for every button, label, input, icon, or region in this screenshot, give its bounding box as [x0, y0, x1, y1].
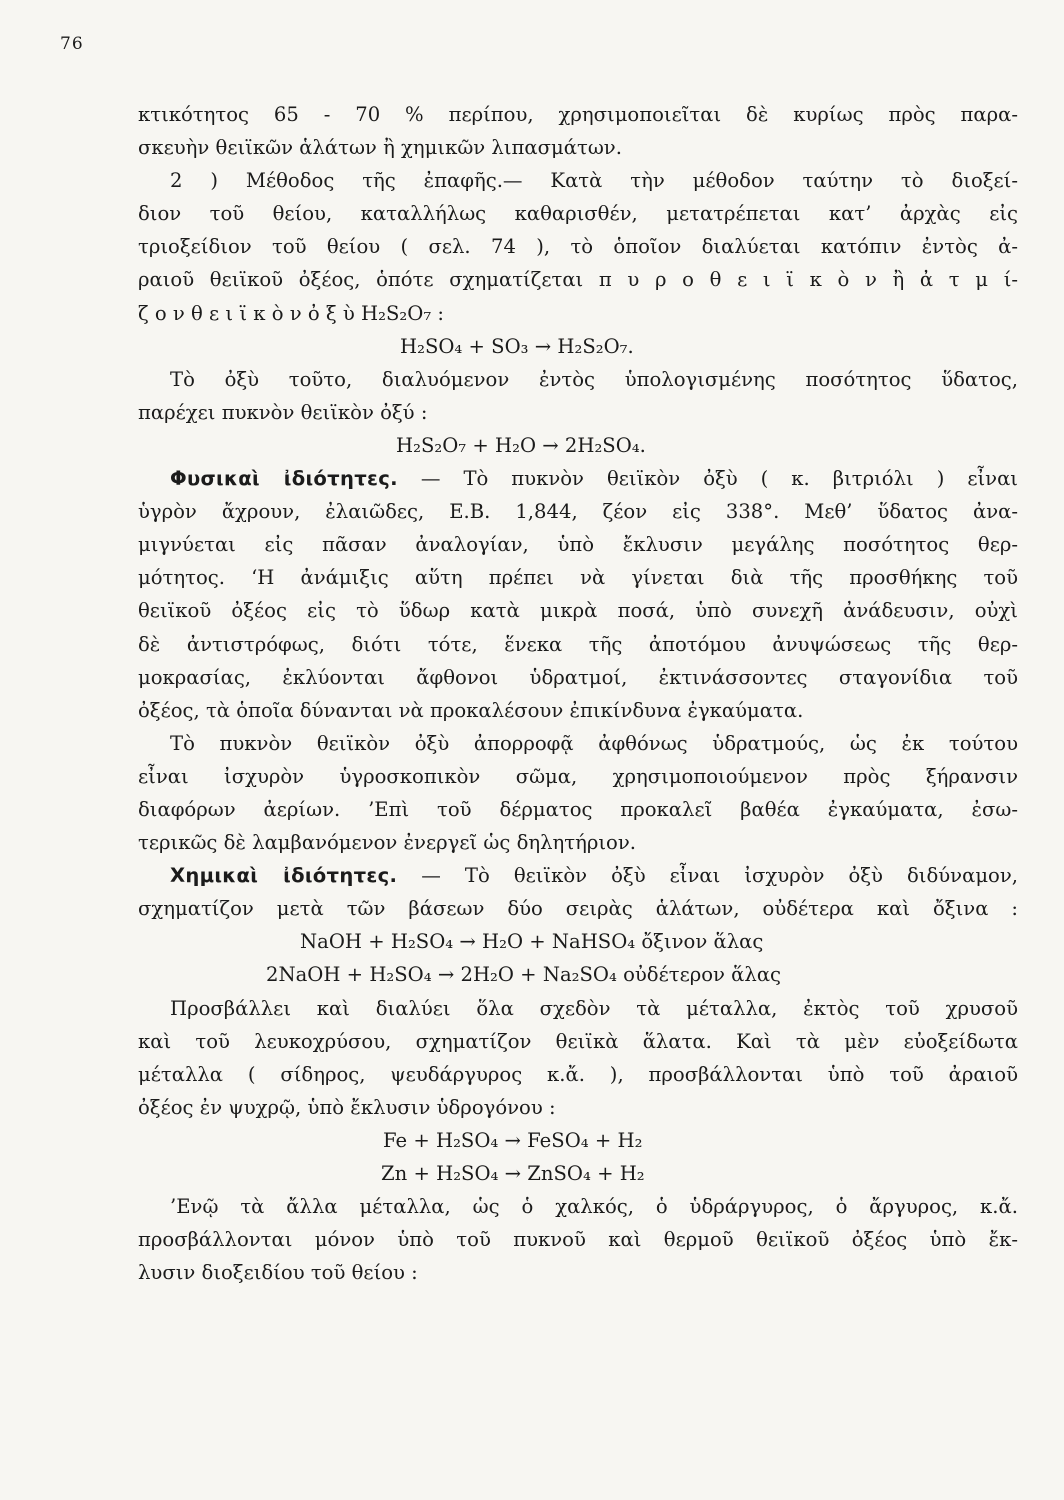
equation-line [138, 330, 1018, 363]
text-line [138, 826, 1018, 859]
text-line [138, 992, 1018, 1025]
line-text: H₂S₂O₇ + H₂O → 2H₂SO₄. [396, 433, 646, 457]
line-text: μιγνύεται εἰς πᾶσαν ἀναλογίαν, ὑπὸ ἔκλυσιν μεγάλης ποσότητος θερ- [138, 533, 1018, 557]
equation-line [138, 1157, 1018, 1190]
text-line [138, 1058, 1018, 1091]
text-line [138, 363, 1018, 396]
text-line [138, 98, 1018, 131]
line-text: παρέχει πυκνὸν θειϊκὸν ὀξύ : [138, 400, 428, 424]
line-text: καὶ τοῦ λευκοχρύσου, σχηματίζον θειϊκὰ ἅλατα. Καὶ τὰ μὲν εὐοξείδωτα [138, 1029, 1018, 1053]
line-text: Τὸ πυκνὸν θειϊκὸν ὀξὺ ἀπορροφᾷ ἀφθόνως ὑδρατμούς, ὡς ἐκ τούτου [170, 731, 1018, 755]
line-text: Τὸ ὀξὺ τοῦτο, διαλυόμενον ἐντὸς ὑπολογισμένης ποσότητος ὕδατος, [170, 367, 1018, 391]
line-text: ὀξέος, τὰ ὁποῖα δύνανται νὰ προκαλέσουν ἐπικίνδυνα ἐγκαύματα. [138, 698, 804, 722]
line-text: μέταλλα ( σίδηρος, ψευδάργυρος κ.ἄ. ), προσβάλλονται ὑπὸ τοῦ ἀραιοῦ [138, 1062, 1018, 1086]
line-text: λυσιν διοξειδίου τοῦ θείου : [138, 1261, 418, 1285]
line-text: μότητος. ‘Η ἀνάμιξις αὕτη πρέπει νὰ γίνεται διὰ τῆς προσθήκης τοῦ [138, 566, 1018, 590]
text-line [138, 661, 1018, 694]
text-line [138, 594, 1018, 627]
line-text: Zn + H₂SO₄ → ZnSO₄ + H₂ [381, 1162, 645, 1185]
text-line [138, 297, 1018, 330]
line-text: Προσβάλλει καὶ διαλύει ὅλα σχεδὸν τὰ μέταλλα, ἐκτὸς τοῦ χρυσοῦ [170, 996, 1018, 1020]
text-line [138, 1256, 1018, 1289]
line-text: διαφόρων ἀερίων. ’Επὶ τοῦ δέρματος προκαλεῖ βαθέα ἐγκαύματα, ἐσω- [138, 797, 1018, 821]
section-heading-line [138, 462, 1018, 495]
text-line [138, 694, 1018, 727]
text-line [138, 793, 1018, 826]
equation-line [138, 958, 1018, 991]
line-text: — Τὸ θειϊκὸν ὀξὺ εἶναι ἰσχυρὸν ὀξὺ διδύναμον, [397, 864, 1018, 888]
line-text: ’Ενῷ τὰ ἄλλα μέταλλα, ὡς ὁ χαλκός, ὁ ὑδράργυρος, ὁ ἄργυρος, κ.ἄ. [170, 1195, 1018, 1219]
text-line [138, 528, 1018, 561]
equation-line [138, 925, 1018, 958]
text-line [138, 263, 1018, 296]
line-text: ραιοῦ θειϊκοῦ ὀξέος, ὁπότε σχηματίζεται π υ ρ ο θ ε ι ϊ κ ὸ ν ἢ ἀ τ μ ί- [138, 268, 1018, 292]
section-heading: Φυσικαὶ ἰδιότητες. [170, 467, 398, 491]
text-line [138, 760, 1018, 793]
text-line [138, 727, 1018, 760]
line-text: — Τὸ πυκνὸν θειϊκὸν ὀξὺ ( κ. βιτριόλι ) εἶναι [397, 467, 1018, 491]
line-text: H₂SO₄ + SO₃ → H₂S₂O₇. [400, 334, 634, 358]
line-text: ὑγρὸν ἄχρουν, ἐλαιῶδες, Ε.Β. 1,844, ζέον εἰς 338°. Μεθ’ ὕδατος ἀνα- [138, 500, 1018, 524]
line-text: εἶναι ἰσχυρὸν ὑγροσκοπικὸν σῶμα, χρησιμοποιούμενον πρὸς ξήρανσιν [138, 764, 1018, 788]
text-line [138, 1190, 1018, 1223]
text-line [138, 495, 1018, 528]
line-text: θειϊκοῦ ὀξέος εἰς τὸ ὕδωρ κατὰ μικρὰ ποσά, ὑπὸ συνεχῆ ἀνάδευσιν, οὐχὶ [138, 599, 1018, 623]
line-text: 2NaOH + H₂SO₄ → 2H₂O + Na₂SO₄ οὐδέτερον ἅλας [266, 963, 782, 987]
equation-line [138, 429, 1018, 462]
text-line [138, 628, 1018, 661]
text-line [138, 230, 1018, 263]
equation-line [138, 1124, 1018, 1157]
section-heading-line [138, 859, 1018, 892]
line-text: μοκρασίας, ἐκλύονται ἄφθονοι ὑδρατμοί, ἐκτινάσσοντες σταγονίδια τοῦ [138, 665, 1018, 689]
text-line [138, 197, 1018, 230]
line-text: 2 ) Μέθοδος τῆς ἐπαφῆς.— Κατὰ τὴν μέθοδον ταύτην τὸ διοξεί- [170, 169, 1018, 193]
line-text: Fe + H₂SO₄ → FeSO₄ + H₂ [383, 1128, 643, 1152]
line-text: ζ ο ν θ ε ι ϊ κ ὸ ν ὀ ξ ὺ H₂S₂O₇ : [138, 301, 445, 325]
text-line [138, 396, 1018, 429]
text-line [138, 131, 1018, 164]
text-line [138, 1025, 1018, 1058]
line-text: σκευὴν θειϊκῶν ἁλάτων ἢ χημικῶν λιπασμάτων. [138, 136, 622, 160]
line-text: NaOH + H₂SO₄ → H₂O + NaHSO₄ ὄξινον ἅλας [300, 930, 764, 954]
text-line [138, 164, 1018, 197]
line-text: κτικότητος 65 - 70 % περίπου, χρησιμοποιεῖται δὲ κυρίως πρὸς παρα- [138, 103, 1018, 126]
line-text: προσβάλλονται μόνον ὑπὸ τοῦ πυκνοῦ καὶ θερμοῦ θειϊκοῦ ὀξέος ὑπὸ ἔκ- [138, 1228, 1018, 1252]
line-text: διον τοῦ θείου, καταλλήλως καθαρισθέν, μετατρέπεται κατ’ ἀρχὰς εἰς [138, 202, 1018, 226]
line-text: ὀξέος ἐν ψυχρῷ, ὑπὸ ἔκλυσιν ὑδρογόνου : [138, 1095, 556, 1119]
section-heading: Χημικαὶ ἰδιότητες. [170, 864, 398, 888]
text-line [138, 561, 1018, 594]
line-text: τερικῶς δὲ λαμβανόμενον ἐνεργεῖ ὡς δηλητήριον. [138, 831, 636, 855]
text-line [138, 1091, 1018, 1124]
line-text: σχηματίζον μετὰ τῶν βάσεων δύο σειρὰς ἁλάτων, οὐδέτερα καὶ ὄξινα : [138, 897, 1018, 921]
text-line [138, 892, 1018, 925]
page-number: 76 [60, 34, 84, 54]
line-text: τριοξείδιον τοῦ θείου ( σελ. 74 ), τὸ ὁποῖον διαλύεται κατόπιν ἐντὸς ἀ- [138, 235, 1018, 259]
text-line [138, 1223, 1018, 1256]
line-text: δὲ ἀντιστρόφως, διότι τότε, ἕνεκα τῆς ἀποτόμου ἀνυψώσεως τῆς θερ- [138, 632, 1018, 656]
text-body [138, 98, 1018, 1289]
